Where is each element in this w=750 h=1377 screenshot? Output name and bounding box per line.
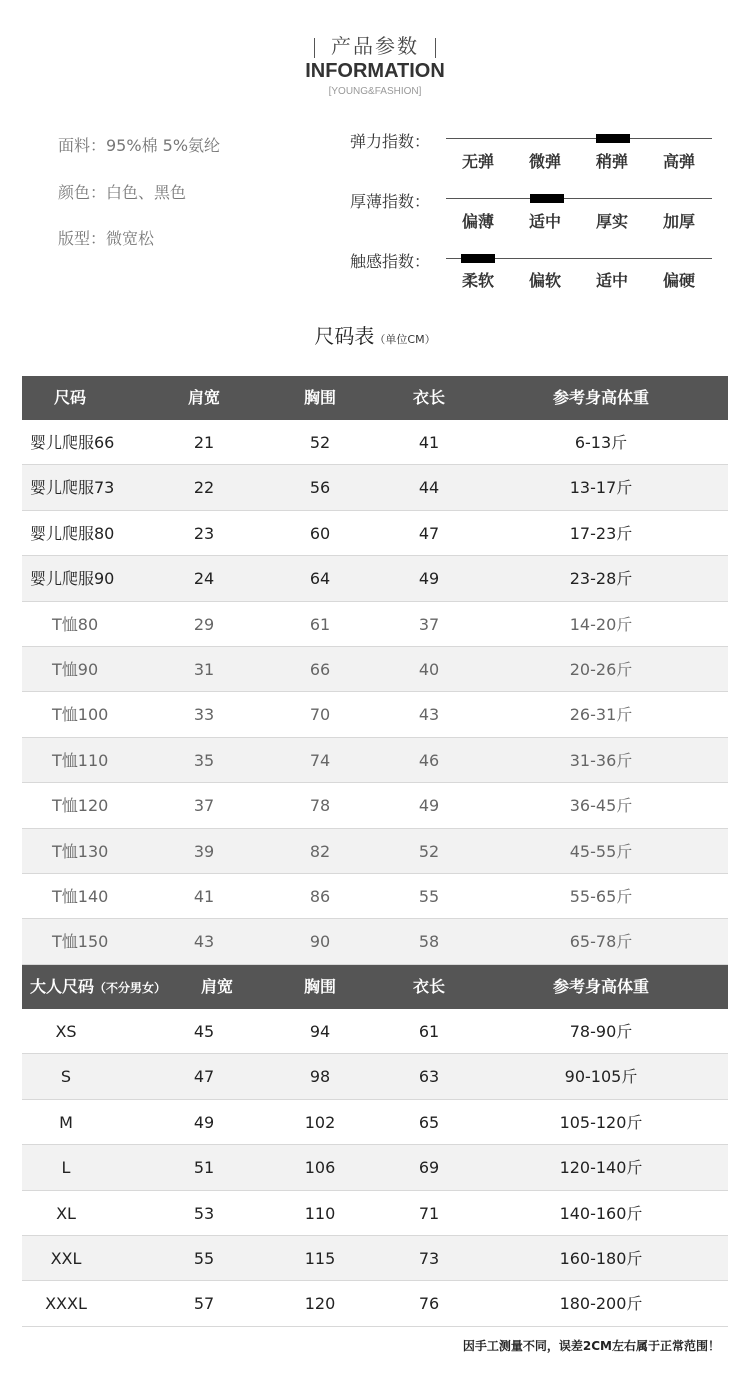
cell-size: 婴儿爬服73 bbox=[30, 478, 115, 498]
header-shoulder: 肩宽 bbox=[200, 977, 233, 996]
header-chest: 胸围 bbox=[303, 388, 336, 407]
cell-chest: 52 bbox=[309, 433, 331, 452]
table-row bbox=[22, 1191, 728, 1236]
cell-reference: 23-28斤 bbox=[569, 569, 633, 589]
spec-color: 颜色：白色、黑色 bbox=[58, 183, 187, 202]
index-option: 适中 bbox=[528, 212, 561, 231]
cell-size: T恤80 bbox=[52, 614, 99, 634]
cell-shoulder: 23 bbox=[193, 523, 215, 543]
index-marker bbox=[596, 134, 630, 143]
cell-reference: 13-17斤 bbox=[569, 478, 633, 498]
cell-chest: 90 bbox=[309, 932, 331, 952]
table-header bbox=[22, 376, 728, 420]
table-row bbox=[22, 420, 728, 465]
cell-size: XS bbox=[55, 1022, 77, 1041]
cell-chest: 110 bbox=[304, 1203, 336, 1223]
cell-length: 41 bbox=[418, 433, 440, 452]
table-row bbox=[22, 692, 728, 737]
cell-size: T恤120 bbox=[52, 796, 109, 816]
cell-chest: 94 bbox=[309, 1022, 331, 1041]
cell-shoulder: 57 bbox=[193, 1294, 215, 1314]
cell-reference: 160-180斤 bbox=[559, 1249, 643, 1268]
table-row bbox=[22, 1281, 728, 1326]
cell-length: 43 bbox=[418, 705, 440, 725]
index-option: 柔软 bbox=[461, 271, 494, 290]
cell-reference: 14-20斤 bbox=[569, 614, 633, 634]
cell-reference: 6-13斤 bbox=[574, 433, 628, 452]
cell-shoulder: 37 bbox=[193, 796, 215, 816]
index-option: 稍弹 bbox=[595, 152, 628, 171]
cell-reference: 105-120斤 bbox=[559, 1112, 643, 1132]
header-length: 衣长 bbox=[412, 388, 445, 407]
size-chart-title-text: 尺码表 bbox=[314, 324, 375, 348]
cell-chest: 98 bbox=[309, 1067, 331, 1087]
table-row bbox=[22, 874, 728, 919]
cell-shoulder: 21 bbox=[193, 433, 215, 452]
divider bbox=[314, 38, 315, 58]
cell-chest: 70 bbox=[309, 705, 331, 725]
cell-shoulder: 35 bbox=[193, 750, 215, 770]
cell-shoulder: 39 bbox=[193, 841, 215, 861]
cell-length: 71 bbox=[418, 1203, 440, 1223]
cell-shoulder: 55 bbox=[193, 1249, 215, 1268]
measurement-note: 因手工测量不同，误差2CM左右属于正常范围！ bbox=[462, 1339, 720, 1353]
cell-size: XXXL bbox=[45, 1294, 87, 1314]
cell-chest: 74 bbox=[309, 750, 331, 770]
cell-shoulder: 43 bbox=[193, 932, 215, 952]
cell-length: 73 bbox=[418, 1249, 440, 1268]
cell-reference: 78-90斤 bbox=[569, 1022, 633, 1041]
spec-fabric: 面料：95%棉 5%氨纶 bbox=[58, 136, 221, 155]
index-option: 偏软 bbox=[528, 271, 561, 290]
cell-size: 婴儿爬服66 bbox=[30, 433, 115, 452]
index-line bbox=[446, 198, 712, 199]
index-line bbox=[446, 138, 712, 139]
table-row bbox=[22, 1054, 728, 1099]
cell-shoulder: 33 bbox=[193, 705, 215, 725]
table-row bbox=[22, 783, 728, 828]
cell-shoulder: 51 bbox=[193, 1158, 215, 1178]
cell-reference: 55-65斤 bbox=[569, 887, 633, 906]
header-shoulder: 肩宽 bbox=[187, 388, 220, 407]
spec-fit: 版型：微宽松 bbox=[58, 229, 155, 248]
table-row bbox=[22, 1009, 728, 1054]
table-row bbox=[22, 602, 728, 647]
cell-chest: 120 bbox=[304, 1294, 336, 1314]
cell-length: 52 bbox=[418, 841, 440, 861]
size-chart-title bbox=[0, 320, 750, 349]
cell-size: T恤90 bbox=[52, 660, 99, 679]
cell-length: 58 bbox=[418, 932, 440, 952]
cell-size: T恤110 bbox=[52, 750, 109, 770]
cell-shoulder: 41 bbox=[193, 887, 215, 906]
cell-size: L bbox=[61, 1158, 71, 1178]
cell-size: M bbox=[59, 1112, 73, 1132]
cell-size: S bbox=[60, 1067, 72, 1087]
index-label: 厚薄指数： bbox=[350, 192, 431, 211]
cell-reference: 17-23斤 bbox=[569, 523, 633, 543]
cell-shoulder: 29 bbox=[193, 614, 215, 634]
section-title bbox=[0, 30, 750, 59]
cell-chest: 60 bbox=[309, 523, 331, 543]
cell-shoulder: 49 bbox=[193, 1112, 215, 1132]
cell-length: 61 bbox=[418, 1022, 440, 1041]
cell-reference: 31-36斤 bbox=[569, 750, 633, 770]
cell-reference: 26-31斤 bbox=[569, 705, 633, 725]
table-row bbox=[22, 647, 728, 692]
size-chart-unit: （单位CM） bbox=[374, 333, 436, 346]
cell-reference: 180-200斤 bbox=[559, 1294, 643, 1314]
header-adult-size-text: 大人尺码 bbox=[30, 977, 95, 996]
index-marker bbox=[461, 254, 495, 263]
cell-size: T恤130 bbox=[52, 841, 109, 861]
cell-size: XL bbox=[56, 1203, 76, 1223]
cell-length: 76 bbox=[418, 1294, 440, 1314]
cell-shoulder: 45 bbox=[193, 1022, 215, 1041]
title-cn: 产品参数 bbox=[331, 34, 419, 58]
index-option: 微弹 bbox=[528, 152, 561, 171]
header-reference: 参考身高体重 bbox=[552, 977, 649, 996]
cell-length: 55 bbox=[418, 887, 440, 906]
index-option: 偏薄 bbox=[461, 212, 494, 231]
cell-reference: 20-26斤 bbox=[569, 660, 633, 679]
subtitle: [YOUNG&FASHION] bbox=[328, 86, 422, 97]
cell-size: T恤140 bbox=[52, 887, 109, 906]
cell-length: 49 bbox=[418, 569, 440, 589]
index-marker bbox=[530, 194, 564, 203]
cell-length: 65 bbox=[418, 1112, 440, 1132]
cell-chest: 82 bbox=[309, 841, 331, 861]
cell-size: 婴儿爬服90 bbox=[30, 569, 115, 589]
table-row bbox=[22, 1145, 728, 1190]
table-row bbox=[22, 738, 728, 783]
cell-reference: 65-78斤 bbox=[569, 932, 633, 952]
table-row bbox=[22, 511, 728, 556]
header-chest: 胸围 bbox=[303, 977, 336, 996]
cell-reference: 140-160斤 bbox=[559, 1203, 643, 1223]
cell-chest: 66 bbox=[309, 660, 331, 679]
cell-reference: 45-55斤 bbox=[569, 841, 633, 861]
index-label: 触感指数： bbox=[350, 252, 431, 271]
cell-chest: 86 bbox=[309, 887, 331, 906]
cell-reference: 90-105斤 bbox=[564, 1067, 638, 1087]
index-label: 弹力指数： bbox=[350, 132, 431, 151]
table-row bbox=[22, 556, 728, 601]
index-option: 偏硬 bbox=[662, 271, 695, 290]
cell-length: 37 bbox=[418, 614, 440, 634]
cell-chest: 56 bbox=[309, 478, 331, 498]
cell-size: 婴儿爬服80 bbox=[30, 523, 115, 543]
header-length: 衣长 bbox=[412, 977, 445, 996]
cell-chest: 64 bbox=[309, 569, 331, 589]
cell-length: 46 bbox=[418, 750, 440, 770]
index-option: 厚实 bbox=[595, 212, 628, 231]
cell-shoulder: 22 bbox=[193, 478, 215, 498]
cell-length: 47 bbox=[418, 523, 440, 543]
index-option: 适中 bbox=[595, 271, 628, 290]
table-row bbox=[22, 1236, 728, 1281]
cell-length: 44 bbox=[418, 478, 440, 498]
cell-shoulder: 31 bbox=[193, 660, 215, 679]
divider bbox=[435, 38, 436, 58]
header-reference: 参考身高体重 bbox=[552, 388, 649, 407]
header-size: 尺码 bbox=[54, 388, 87, 407]
table-row bbox=[22, 465, 728, 510]
index-option: 加厚 bbox=[662, 212, 695, 231]
header-unisex: （不分男女） bbox=[94, 981, 167, 995]
cell-shoulder: 24 bbox=[193, 569, 215, 589]
cell-length: 49 bbox=[418, 796, 440, 816]
row-divider bbox=[22, 1326, 728, 1327]
cell-chest: 115 bbox=[304, 1249, 336, 1268]
cell-chest: 102 bbox=[304, 1112, 336, 1132]
index-option: 高弹 bbox=[662, 152, 695, 171]
cell-length: 63 bbox=[418, 1067, 440, 1087]
table-row bbox=[22, 919, 728, 964]
index-option: 无弹 bbox=[461, 152, 494, 171]
cell-chest: 78 bbox=[309, 796, 331, 816]
cell-shoulder: 47 bbox=[193, 1067, 215, 1087]
cell-chest: 61 bbox=[309, 614, 331, 634]
cell-shoulder: 53 bbox=[193, 1203, 215, 1223]
cell-reference: 120-140斤 bbox=[559, 1158, 643, 1178]
title-en: INFORMATION bbox=[305, 60, 445, 82]
adult-table-header bbox=[22, 965, 728, 1009]
table-row bbox=[22, 829, 728, 874]
table-row bbox=[22, 1100, 728, 1145]
cell-length: 40 bbox=[418, 660, 440, 679]
cell-size: T恤100 bbox=[52, 705, 109, 725]
cell-reference: 36-45斤 bbox=[569, 796, 633, 816]
cell-size: XXL bbox=[50, 1249, 82, 1268]
cell-length: 69 bbox=[418, 1158, 440, 1178]
cell-size: T恤150 bbox=[52, 932, 109, 952]
cell-chest: 106 bbox=[304, 1158, 336, 1178]
